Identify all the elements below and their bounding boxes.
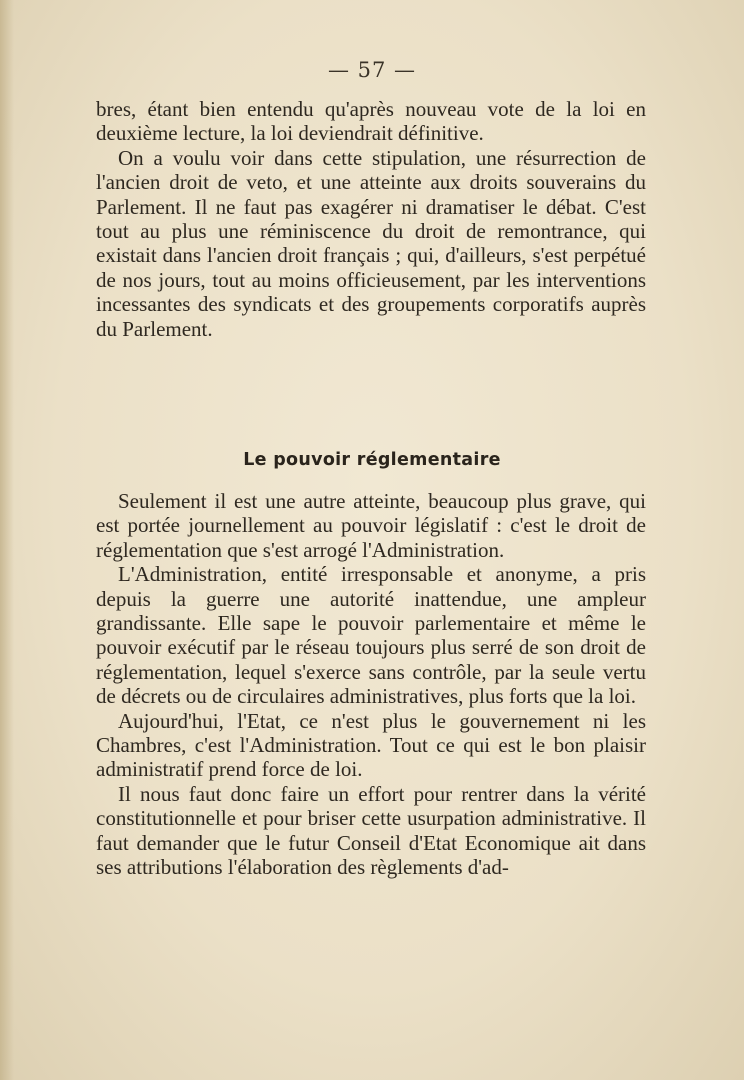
paragraph: On a voulu voir dans cette stipulation, une résurrection de l'ancien droit de veto, et une atteinte aux droits souverains du Parlement. Il ne faut pas exagérer ni dramatiser le débat. C'est tout au plus une réminiscence du droit de remontrance, qui existait dans l'ancien droit français ; qui, d'ailleurs, s'est perpétué de nos jours, tout au moins officieusement, par les interventions incessantes des syndicats et des groupements corporatifs auprès du Parlement. (96, 145, 646, 341)
paragraph: Seulement il est une autre atteinte, beaucoup plus grave, qui est portée journellement au pouvoir législatif : c'est le droit de réglementation que s'est arrogé l'Administration. (96, 489, 646, 562)
section-heading: Le pouvoir réglementaire (243, 450, 501, 470)
body-text-section-1 (96, 97, 646, 341)
paragraph: L'Administration, entité irresponsable et anonyme, a pris depuis la guerre une autorité inattendue, une ampleur grandissante. Elle sape le pouvoir parlementaire et même le pouvoir exécutif par le réseau toujours plus serré de son droit de réglementation, lequel s'exerce sans contrôle, par la seule vertu de décrets ou de circulaires administratives, plus forts que la loi. (96, 562, 646, 709)
page-number: — 57 — (327, 58, 417, 82)
paragraph: Aujourd'hui, l'Etat, ce n'est plus le gouvernement ni les Chambres, c'est l'Administration. Tout ce qui est le bon plaisir administratif prend force de loi. (96, 708, 646, 782)
page-edge-shadow (0, 0, 14, 1080)
paragraph: Il nous faut donc faire un effort pour rentrer dans la vérité constitutionnelle et pour briser cette usurpation administrative. Il faut demander que le futur Conseil d'Etat Economique ait dans ses attributions l'élaboration des règlements d'ad- (96, 781, 646, 880)
paragraph: bres, étant bien entendu qu'après nouveau vote de la loi en deuxième lecture, la loi deviendrait définitive. (96, 97, 646, 146)
body-text-section-2 (96, 489, 646, 880)
